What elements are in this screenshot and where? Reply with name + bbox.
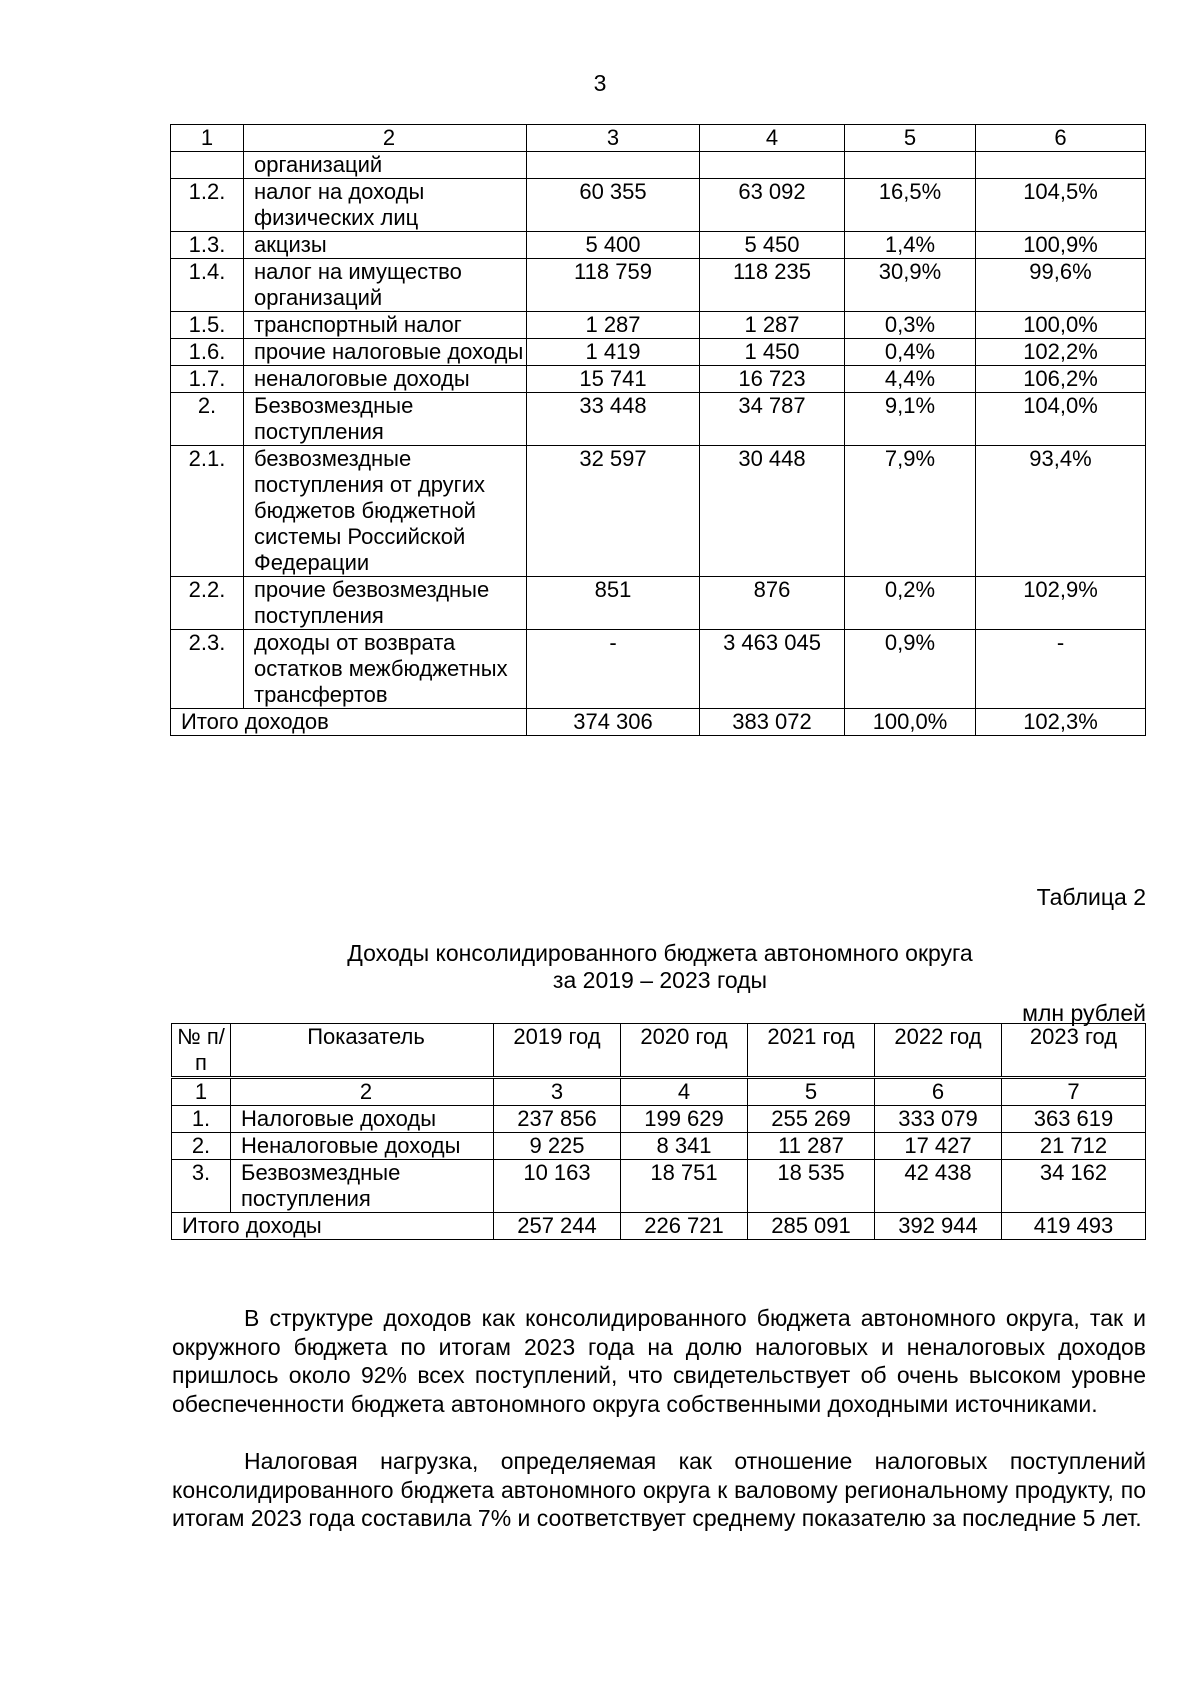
column-number: 6: [875, 1078, 1002, 1106]
row-name: доходы от возврата остатков межбюджетных трансфертов: [244, 630, 527, 709]
row-name: налог на доходы физических лиц: [244, 179, 527, 232]
total-label: Итого доходов: [171, 709, 527, 736]
row-name: Безвозмездные поступления: [231, 1160, 494, 1213]
cell-value: 104,5%: [976, 179, 1146, 232]
total-value: 392 944: [875, 1213, 1002, 1240]
row-number: 1.3.: [171, 232, 244, 259]
header-cell: 5: [845, 125, 976, 152]
cell-value: 93,4%: [976, 446, 1146, 577]
table-row: [171, 232, 1146, 259]
cell-value: 1 450: [700, 339, 845, 366]
cell-value: 102,2%: [976, 339, 1146, 366]
cell-value: 0,9%: [845, 630, 976, 709]
cell-value: 363 619: [1002, 1106, 1146, 1133]
row-name: прочие безвозмездные поступления: [244, 577, 527, 630]
header-cell: 4: [700, 125, 845, 152]
table-row: [171, 446, 1146, 577]
row-name: акцизы: [244, 232, 527, 259]
paragraph-tax-burden: Налоговая нагрузка, определяемая как отношение налоговых поступлений консолидированного бюджета автономного округа к валовому региональному продукту, по итогам 2023 года составила 7% и соответствует среднему показателю за последние 5 лет.: [172, 1448, 1146, 1531]
cell-value: 199 629: [621, 1106, 748, 1133]
row-name: транспортный налог: [244, 312, 527, 339]
row-number: 1.6.: [171, 339, 244, 366]
row-name: Неналоговые доходы: [231, 1133, 494, 1160]
cell-value: 4,4%: [845, 366, 976, 393]
row-number: 1.7.: [171, 366, 244, 393]
cell-value: 32 597: [527, 446, 700, 577]
cell-value: 876: [700, 577, 845, 630]
cell-value: 5 450: [700, 232, 845, 259]
row-name: неналоговые доходы: [244, 366, 527, 393]
cell-value: [700, 152, 845, 179]
row-number: 2.2.: [171, 577, 244, 630]
total-value: 383 072: [700, 709, 845, 736]
cell-value: 15 741: [527, 366, 700, 393]
cell-value: 18 535: [748, 1160, 875, 1213]
table-row: [171, 577, 1146, 630]
table-row: [171, 393, 1146, 446]
column-number: 5: [748, 1078, 875, 1106]
cell-value: -: [527, 630, 700, 709]
row-number: [171, 152, 244, 179]
header-cell: 1: [171, 125, 244, 152]
header-cell: № п/п: [172, 1024, 231, 1078]
table-header-row: [171, 125, 1146, 152]
total-value: 226 721: [621, 1213, 748, 1240]
cell-value: 100,0%: [976, 312, 1146, 339]
row-number: 2.3.: [171, 630, 244, 709]
table-row: [171, 152, 1146, 179]
total-value: 374 306: [527, 709, 700, 736]
header-cell: 2021 год: [748, 1024, 875, 1078]
table-row: [171, 312, 1146, 339]
cell-value: 0,3%: [845, 312, 976, 339]
total-value: 257 244: [494, 1213, 621, 1240]
table-row: [172, 1106, 1146, 1133]
row-name: организаций: [244, 152, 527, 179]
cell-value: 30 448: [700, 446, 845, 577]
cell-value: 63 092: [700, 179, 845, 232]
row-name: налог на имущество организаций: [244, 259, 527, 312]
unit-label: млн рублей: [1022, 1000, 1146, 1026]
row-name: безвозмездные поступления от других бюджетов бюджетной системы Российской Федерации: [244, 446, 527, 577]
cell-value: 99,6%: [976, 259, 1146, 312]
row-number: 1.5.: [171, 312, 244, 339]
page-number: 3: [593, 70, 607, 96]
total-value: 285 091: [748, 1213, 875, 1240]
row-name: Безвозмездные поступления: [244, 393, 527, 446]
row-number: 3.: [172, 1160, 231, 1213]
total-value: 100,0%: [845, 709, 976, 736]
row-number: 2.: [171, 393, 244, 446]
consolidated-revenue-table: [171, 1023, 1146, 1240]
table-row: [171, 366, 1146, 393]
table-row: [171, 179, 1146, 232]
row-name: Налоговые доходы: [231, 1106, 494, 1133]
header-cell: 6: [976, 125, 1146, 152]
cell-value: 17 427: [875, 1133, 1002, 1160]
cell-value: 851: [527, 577, 700, 630]
total-row: [172, 1213, 1146, 1240]
header-cell: 2: [244, 125, 527, 152]
cell-value: 18 751: [621, 1160, 748, 1213]
cell-value: 34 787: [700, 393, 845, 446]
cell-value: 8 341: [621, 1133, 748, 1160]
cell-value: 11 287: [748, 1133, 875, 1160]
cell-value: 102,9%: [976, 577, 1146, 630]
cell-value: 16,5%: [845, 179, 976, 232]
table-row: [172, 1160, 1146, 1213]
total-label: Итого доходы: [172, 1213, 494, 1240]
table-row: [171, 630, 1146, 709]
cell-value: 10 163: [494, 1160, 621, 1213]
cell-value: 7,9%: [845, 446, 976, 577]
cell-value: 333 079: [875, 1106, 1002, 1133]
paragraph-revenue-structure: В структуре доходов как консолидированного бюджета автономного округа, так и окружного бюджета по итогам 2023 года на долю налоговых и неналоговых доходов пришлось около 92% всех поступлений, что свидетельствует об очень высоком уровне обеспеченности бюджета автономного округа собственными доходными источниками.: [172, 1305, 1146, 1417]
table-caption-number: Таблица 2: [1036, 884, 1146, 910]
column-number: 2: [231, 1078, 494, 1106]
cell-value: 9,1%: [845, 393, 976, 446]
header-cell: 2023 год: [1002, 1024, 1146, 1078]
cell-value: 21 712: [1002, 1133, 1146, 1160]
table-title-line2: за 2019 – 2023 годы: [552, 967, 768, 993]
column-number: 1: [172, 1078, 231, 1106]
revenue-structure-table: [170, 124, 1146, 736]
table-title: [0, 940, 1200, 994]
cell-value: 16 723: [700, 366, 845, 393]
cell-value: 0,4%: [845, 339, 976, 366]
table-header-row: [172, 1024, 1146, 1078]
header-cell: Показатель: [231, 1024, 494, 1078]
column-number-row: [172, 1078, 1146, 1106]
cell-value: 30,9%: [845, 259, 976, 312]
header-cell: 2020 год: [621, 1024, 748, 1078]
cell-value: 5 400: [527, 232, 700, 259]
table-row: [171, 339, 1146, 366]
cell-value: 104,0%: [976, 393, 1146, 446]
cell-value: 1 419: [527, 339, 700, 366]
row-number: 1.: [172, 1106, 231, 1133]
row-number: 1.2.: [171, 179, 244, 232]
cell-value: 3 463 045: [700, 630, 845, 709]
row-name: прочие налоговые доходы: [244, 339, 527, 366]
total-row: [171, 709, 1146, 736]
table-row: [172, 1133, 1146, 1160]
cell-value: 237 856: [494, 1106, 621, 1133]
cell-value: [845, 152, 976, 179]
total-value: 102,3%: [976, 709, 1146, 736]
row-number: 1.4.: [171, 259, 244, 312]
cell-value: [527, 152, 700, 179]
cell-value: 100,9%: [976, 232, 1146, 259]
cell-value: 1 287: [700, 312, 845, 339]
header-cell: 2022 год: [875, 1024, 1002, 1078]
column-number: 3: [494, 1078, 621, 1106]
cell-value: [976, 152, 1146, 179]
table-row: [171, 259, 1146, 312]
total-value: 419 493: [1002, 1213, 1146, 1240]
cell-value: 106,2%: [976, 366, 1146, 393]
column-number: 7: [1002, 1078, 1146, 1106]
row-number: 2.1.: [171, 446, 244, 577]
cell-value: 1 287: [527, 312, 700, 339]
cell-value: -: [976, 630, 1146, 709]
column-number: 4: [621, 1078, 748, 1106]
cell-value: 255 269: [748, 1106, 875, 1133]
row-number: 2.: [172, 1133, 231, 1160]
cell-value: 33 448: [527, 393, 700, 446]
cell-value: 118 235: [700, 259, 845, 312]
cell-value: 0,2%: [845, 577, 976, 630]
cell-value: 34 162: [1002, 1160, 1146, 1213]
header-cell: 2019 год: [494, 1024, 621, 1078]
cell-value: 9 225: [494, 1133, 621, 1160]
table-title-line1: Доходы консолидированного бюджета автономного округа: [347, 940, 973, 966]
cell-value: 42 438: [875, 1160, 1002, 1213]
cell-value: 118 759: [527, 259, 700, 312]
cell-value: 1,4%: [845, 232, 976, 259]
cell-value: 60 355: [527, 179, 700, 232]
header-cell: 3: [527, 125, 700, 152]
